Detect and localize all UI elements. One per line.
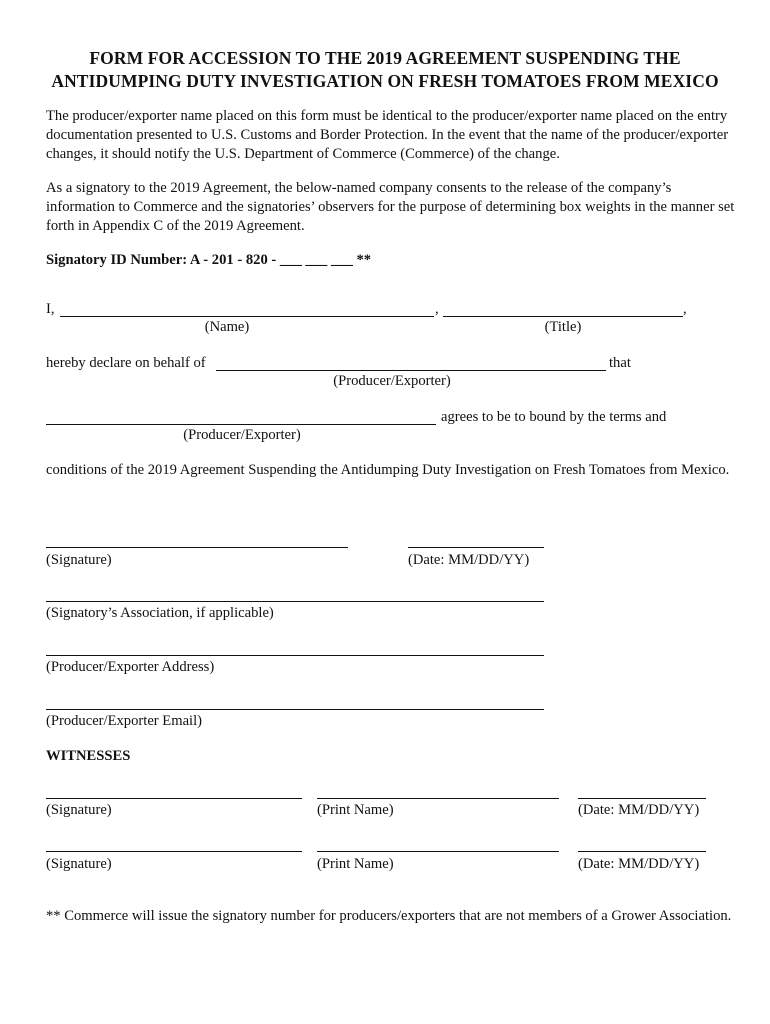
witness-2-date-caption: (Date: MM/DD/YY) xyxy=(578,856,700,872)
conditions-paragraph: conditions of the 2019 Agreement Suspending the Antidumping Duty Investigation on Fresh Tomatoes from Mexico. xyxy=(46,462,730,478)
association-caption: (Signatory’s Association, if applicable) xyxy=(46,605,274,621)
witness-1-signature-line[interactable] xyxy=(46,798,302,799)
producer-exporter-caption-2: (Producer/Exporter) xyxy=(183,427,301,443)
witness-2-signature-caption: (Signature) xyxy=(46,856,112,872)
agrees-text: agrees to be to bound by the terms and xyxy=(441,409,667,425)
witness-2-print-name-line[interactable] xyxy=(317,851,559,852)
witness-2-print-name-caption: (Print Name) xyxy=(317,856,394,872)
signature-caption: (Signature) xyxy=(46,552,112,568)
signatory-id-label: Signatory ID Number: A - 201 - 820 - ___ ___ ___ ** xyxy=(46,252,372,268)
title-caption: (Title) xyxy=(544,319,582,335)
declaration-trailing-comma: , xyxy=(683,301,687,317)
witness-1-date-line[interactable] xyxy=(578,798,706,799)
witnesses-heading: WITNESSES xyxy=(46,748,131,764)
producer-exporter-input-line-1[interactable] xyxy=(216,370,606,371)
producer-exporter-input-line-2[interactable] xyxy=(46,424,436,425)
declaration-comma: , xyxy=(435,301,439,317)
association-input-line[interactable] xyxy=(46,601,544,602)
footnote: ** Commerce will issue the signatory number for producers/exporters that are not members of a Grower Association. xyxy=(46,908,732,924)
address-caption: (Producer/Exporter Address) xyxy=(46,659,215,675)
email-input-line[interactable] xyxy=(46,709,544,710)
signature-input-line[interactable] xyxy=(46,547,348,548)
behalf-suffix: that xyxy=(609,355,631,371)
form-title-line-1: FORM FOR ACCESSION TO THE 2019 AGREEMENT SUSPENDING THE xyxy=(89,48,681,68)
witness-1-signature-caption: (Signature) xyxy=(46,802,112,818)
date-input-line[interactable] xyxy=(408,547,544,548)
declaration-prefix: I, xyxy=(46,301,55,317)
witness-1-print-name-caption: (Print Name) xyxy=(317,802,394,818)
witness-2-date-line[interactable] xyxy=(578,851,706,852)
consent-paragraph: As a signatory to the 2019 Agreement, the below-named company consents to the release of the company’s information to Commerce and the signatories’ observers for the purpose of determining box weights in the manner set forth in Appendix C of the 2019 Agreement. xyxy=(46,180,735,234)
witness-2-signature-line[interactable] xyxy=(46,851,302,852)
producer-exporter-caption-1: (Producer/Exporter) xyxy=(333,373,451,389)
witness-1-date-caption: (Date: MM/DD/YY) xyxy=(578,802,700,818)
address-input-line[interactable] xyxy=(46,655,544,656)
name-input-line[interactable] xyxy=(60,316,434,317)
behalf-prefix: hereby declare on behalf of xyxy=(46,355,206,371)
title-input-line[interactable] xyxy=(443,316,683,317)
name-caption: (Name) xyxy=(204,319,250,335)
date-caption: (Date: MM/DD/YY) xyxy=(408,552,530,568)
intro-paragraph: The producer/exporter name placed on this form must be identical to the producer/exporter name placed on the entry documentation presented to U.S. Customs and Border Protection. In the event that the name of the producer/exporter changes, it should notify the U.S. Department of Commerce (Commerce) of the change. xyxy=(46,108,729,162)
form-title-line-2: ANTIDUMPING DUTY INVESTIGATION ON FRESH TOMATOES FROM MEXICO xyxy=(51,71,719,91)
witness-1-print-name-line[interactable] xyxy=(317,798,559,799)
email-caption: (Producer/Exporter Email) xyxy=(46,713,203,729)
